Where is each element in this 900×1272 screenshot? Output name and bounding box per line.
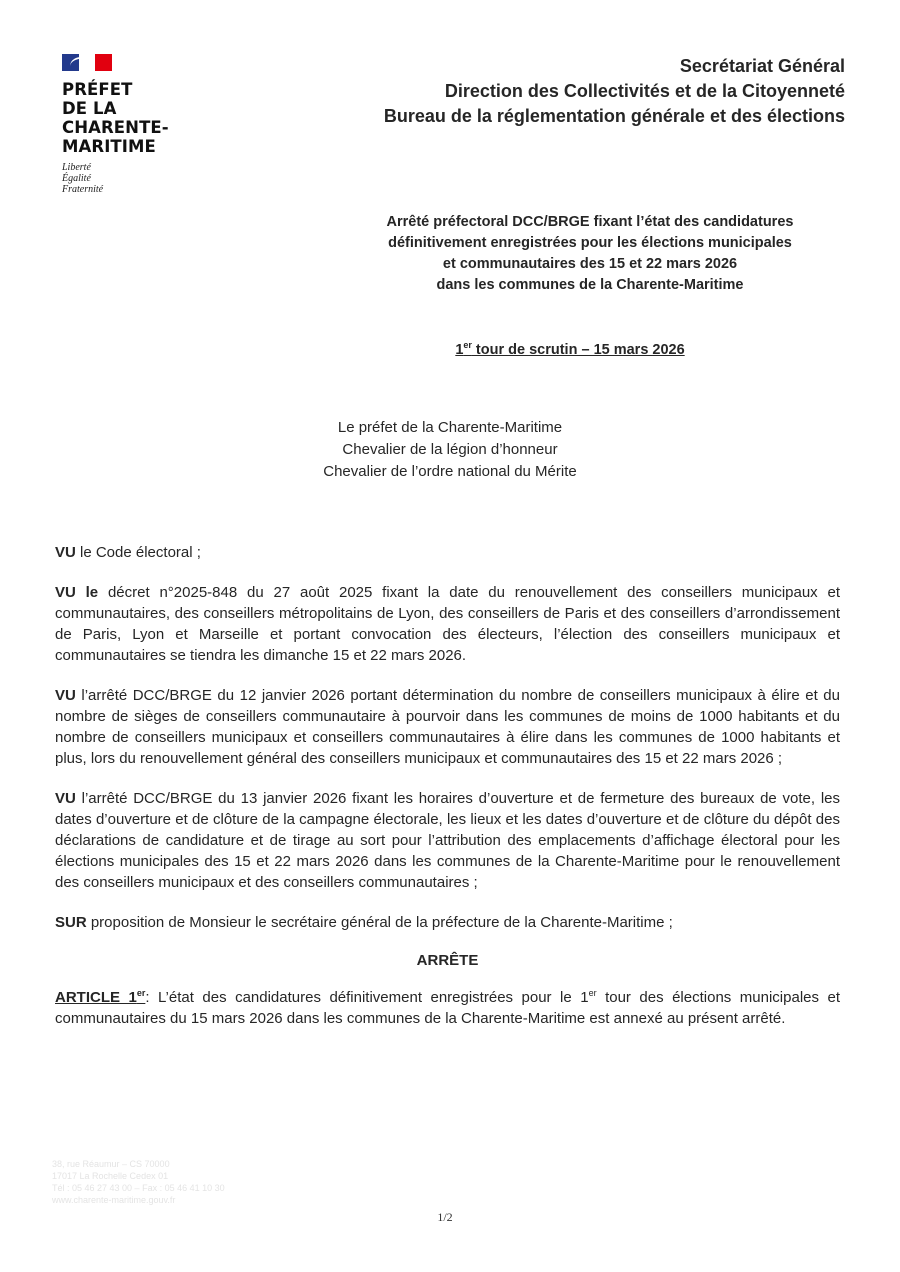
prefet-name [62,80,192,156]
title-line: dans les communes de la Charente-Maritime [436,277,744,293]
round-suffix: er [463,340,472,350]
visa-text: proposition de Monsieur le secrétaire général de la préfecture de la Charente-Maritime ; [86,914,673,931]
round-number: 1 [455,341,464,358]
address-line: Tél : 05 46 27 43 00 – Fax : 05 46 41 10 30 [52,1183,225,1193]
signatory-line: Chevalier de l’ordre national du Mérite [323,463,577,480]
visa-paragraph [55,542,840,563]
prefecture-address-footer [52,1158,252,1206]
visa-lead: VU [55,790,76,807]
prefet-name-line: DE LA [62,99,117,118]
address-line: www.charente-maritime.gouv.fr [52,1195,176,1205]
article-1-sup: er [588,988,597,998]
prefet-logo [62,54,192,195]
article-1-text-end: tour des élections municipales et communautaires du 15 mars 2026 dans les communes de la Charente-Maritime est annexé au présent arrêté. [55,989,840,1027]
page-number: 1/2 [437,1210,453,1224]
signatory-block [250,417,650,483]
address-line: 17017 La Rochelle Cedex 01 [52,1171,169,1181]
visa-lead: VU [55,544,76,561]
motto-line: Égalité [62,173,91,184]
visa-text: le Code électoral ; [75,544,201,561]
arrete-heading: ARRÊTE [416,952,479,969]
visa-text: l’arrêté DCC/BRGE du 13 janvier 2026 fixant les horaires d’ouverture et de fermeture des bureaux de vote, les dates d’ouverture et de clôture de la campagne électorale, les lieux et les dates d’ouverture et de clôture du dépôt des déclarations de candidature et de tirage au sort pour l’attribution des emplacements d’affichage électoral pour les élections municipales des 15 et 22 mars 2026 dans les communes de la Charente-Maritime pour le renouvellement des conseillers municipaux et des conseillers communautaires ; [55,790,840,891]
visa-lead: VU le [55,584,99,601]
republic-motto [62,162,192,195]
visa-text: décret n°2025-848 du 27 août 2025 fixant la date du renouvellement des conseillers municipaux et communautaires, des conseillers métropolitains de Lyon, des conseillers de Paris et des conseillers d’arrondissement de Paris, Lyon et Marseille et portant convocation des électeurs, l’élection des conseillers municipaux et communautaires se tiendra les dimanche 15 et 22 mars 2026. [55,584,840,664]
issuing-office-header [384,54,845,129]
article-1 [55,987,840,1029]
visa-text: l’arrêté DCC/BRGE du 12 janvier 2026 portant détermination du nombre de conseillers municipaux à élire et du nombre de sièges de conseillers communautaire à pourvoir dans les communes de moins de 1000 habitants et du nombre de conseillers municipaux et conseillers communautaires à élire dans les communes de 1000 habitants et plus, lors du renouvellement général des conseillers municipaux et communautaires des 15 et 22 mars 2026 ; [55,687,840,767]
article-1-text: L’état des candidatures définitivement enregistrées pour le 1 [149,989,589,1006]
signatory-line: Chevalier de la légion d’honneur [342,441,558,458]
article-1-colon: : [145,989,150,1006]
visa-paragraph [55,685,840,769]
visa-lead: VU [55,687,76,704]
address-line: 38, rue Réaumur – CS 70000 [52,1159,170,1169]
title-line: Arrêté préfectoral DCC/BRGE fixant l’état des candidatures [386,214,794,230]
decree-body [55,542,840,1048]
motto-line: Liberté [62,162,91,173]
visa-lead: SUR [55,914,87,931]
article-1-label: ARTICLE 1er [55,988,146,1006]
title-line: et communautaires des 15 et 22 mars 2026 [442,256,738,272]
marianne-flag-icon [62,54,112,71]
header-line: Bureau de la réglementation générale et des élections [383,106,845,126]
round-text: tour de scrutin – 15 mars 2026 [471,341,685,358]
proposal-paragraph [55,912,840,933]
signatory-line: Le préfet de la Charente-Maritime [337,419,563,436]
prefet-name-line: PRÉFET [62,80,133,99]
visa-paragraph [55,582,840,666]
prefet-name-line: CHARENTE- [62,118,169,137]
title-line: définitivement enregistrées pour les élections municipales [388,235,792,251]
header-line: Secrétariat Général [679,56,845,76]
header-line: Direction des Collectivités et de la Citoyenneté [444,81,845,101]
motto-line: Fraternité [62,184,104,195]
prefet-name-line: MARITIME [62,137,156,156]
visa-paragraph [55,788,840,893]
decree-title [320,212,860,296]
voting-round-heading [300,340,840,358]
